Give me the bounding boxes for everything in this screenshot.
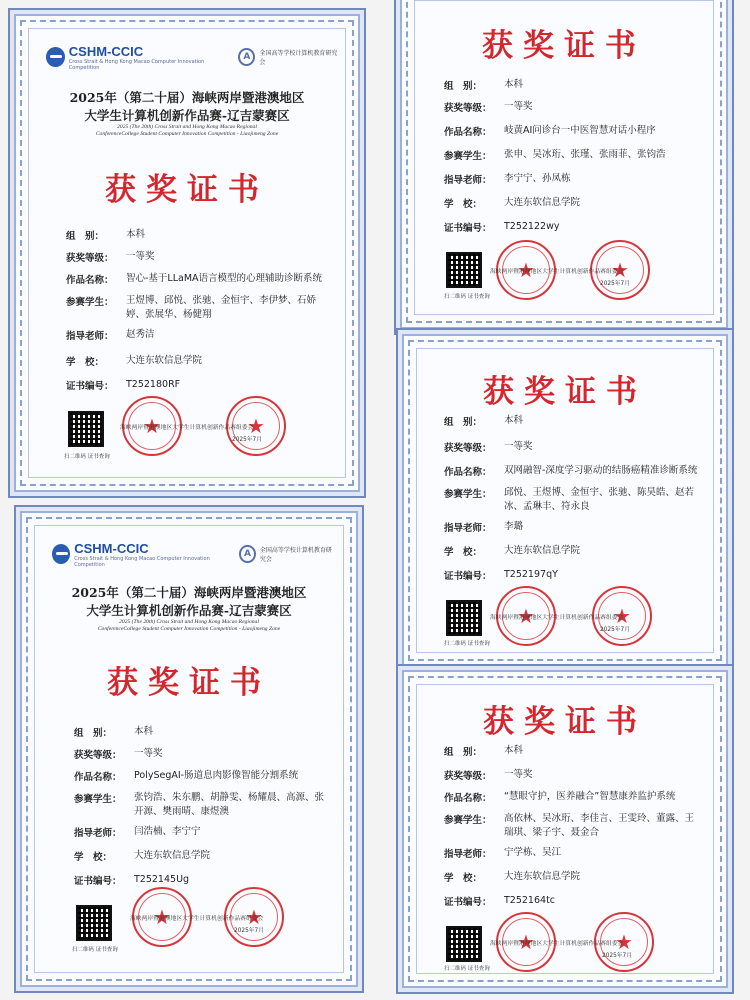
field-group bbox=[444, 78, 523, 92]
globe-icon bbox=[52, 544, 70, 564]
qr-caption: 扫二维码 证书查询 bbox=[444, 966, 490, 972]
field-label: 参赛学生： bbox=[74, 794, 122, 805]
cshm-logo: CSHM-CCIC Cross Strait & Hong Kong Macao Computer Innovation Competition bbox=[52, 541, 227, 568]
certificate-heading: 获奖证书 bbox=[483, 374, 647, 410]
field-label: 参赛学生： bbox=[66, 297, 114, 308]
qr-caption: 扫二维码 证书查询 bbox=[72, 947, 118, 953]
field-value: 本科 bbox=[504, 79, 524, 90]
field-advisor bbox=[444, 846, 561, 860]
qr-caption: 扫二维码 证书查询 bbox=[64, 454, 110, 460]
issue-date: 2025年7月 bbox=[234, 928, 265, 934]
field-group bbox=[444, 414, 523, 428]
qr-code[interactable] bbox=[446, 926, 482, 962]
field-value: 张申、吴冰珩、张瑾、张雨菲、张钧浩 bbox=[504, 149, 666, 160]
qr-code[interactable] bbox=[446, 600, 482, 636]
star-icon: ★ bbox=[613, 604, 631, 628]
field-label: 指导老师： bbox=[66, 331, 114, 342]
field-value: T252122wy bbox=[504, 221, 560, 232]
field-label: 组 别： bbox=[74, 728, 113, 739]
field-value: 本科 bbox=[504, 415, 524, 426]
field-label: 获奖等级： bbox=[74, 750, 122, 761]
association-logo: A 全国高等学校计算机教育研究会 bbox=[238, 48, 338, 66]
certificate-heading: 获奖证书 bbox=[482, 28, 646, 64]
field-label: 作品名称： bbox=[444, 127, 492, 138]
cshm-logo: CSHM-CCIC Cross Strait & Hong Kong Macao Computer Innovation Competition bbox=[46, 44, 226, 71]
field-value: T252197qY bbox=[504, 569, 558, 580]
field-value: 一等奖 bbox=[504, 101, 533, 112]
field-label: 组 别： bbox=[66, 231, 105, 242]
field-value: T252145Ug bbox=[134, 874, 190, 885]
field-value: 一等奖 bbox=[504, 441, 533, 452]
field-cert-no bbox=[66, 378, 180, 392]
field-cert-no bbox=[444, 568, 558, 582]
field-cert-no bbox=[444, 220, 559, 234]
field-label: 指导老师： bbox=[444, 849, 492, 860]
field-label: 证书编号： bbox=[444, 571, 492, 582]
star-icon: ★ bbox=[611, 258, 629, 282]
certificate-4 bbox=[14, 505, 364, 993]
field-label: 作品名称： bbox=[66, 275, 114, 286]
field-work bbox=[74, 769, 344, 783]
qr-code[interactable] bbox=[446, 252, 482, 288]
certificate-heading: 获奖证书 bbox=[483, 704, 647, 740]
certificate-body bbox=[424, 356, 706, 645]
field-members bbox=[444, 812, 724, 840]
star-icon: ★ bbox=[615, 930, 633, 954]
field-label: 学 校： bbox=[444, 873, 483, 884]
field-value: 宁学栋、吴江 bbox=[504, 847, 562, 858]
field-members bbox=[444, 486, 724, 514]
field-label: 学 校： bbox=[444, 547, 483, 558]
competition-title: 2025年（第二十届）海峡两岸暨港澳地区 大学生计算机创新作品赛-辽吉蒙赛区 2025 (The 20th) Cross Strait and Hong Kong Macao Regional ConferenceCollege Student Computer Innovation Competition - Liaojimeng Zone bbox=[71, 585, 307, 632]
certificate-heading: 获奖证书 bbox=[107, 665, 271, 701]
field-label: 组 别： bbox=[444, 81, 483, 92]
field-group bbox=[444, 744, 523, 758]
logo-bar bbox=[52, 539, 336, 569]
field-value: “慧眼守护，医养融合”智慧康养监护系统 bbox=[504, 791, 676, 802]
field-label: 指导老师： bbox=[444, 523, 492, 534]
star-icon: ★ bbox=[517, 604, 535, 628]
field-value: 智心-基于LLaMA语言模型的心理辅助诊断系统 bbox=[126, 273, 323, 284]
field-value: T252180RF bbox=[126, 379, 181, 390]
field-value: 双网融智-深度学习驱动的结肠癌精准诊断系统 bbox=[504, 465, 698, 476]
field-label: 参赛学生： bbox=[444, 815, 492, 826]
field-label: 作品名称： bbox=[74, 772, 122, 783]
field-advisor bbox=[444, 520, 523, 534]
field-value: 本科 bbox=[504, 745, 524, 756]
association-logo: A 全国高等学校计算机教育研究会 bbox=[239, 545, 336, 563]
field-advisor bbox=[444, 172, 571, 186]
field-members bbox=[66, 294, 336, 322]
field-school bbox=[74, 849, 210, 863]
field-value: T252164tc bbox=[504, 895, 556, 906]
field-school bbox=[444, 544, 580, 558]
field-members bbox=[444, 148, 714, 162]
star-icon: ★ bbox=[517, 930, 535, 954]
field-label: 证书编号： bbox=[74, 876, 122, 887]
field-value: 闫浩楠、李宁宁 bbox=[134, 826, 201, 837]
certificate-body bbox=[42, 533, 336, 965]
field-label: 获奖等级： bbox=[444, 771, 492, 782]
field-label: 参赛学生： bbox=[444, 489, 492, 500]
field-label: 指导老师： bbox=[444, 175, 492, 186]
field-label: 学 校： bbox=[74, 852, 113, 863]
field-advisor bbox=[74, 825, 201, 839]
field-value: 高依林、吴冰珩、李佳言、王雯玲、董露、王瑞琪、梁子宇、聂金合 bbox=[504, 813, 695, 838]
field-value: 一等奖 bbox=[504, 769, 533, 780]
field-members bbox=[74, 791, 344, 819]
certificate-3 bbox=[396, 328, 734, 673]
organizer: 海峡两岸暨港澳地区大学生计算机创新作品赛组委会 bbox=[120, 425, 254, 431]
field-label: 作品名称： bbox=[444, 793, 492, 804]
certificate-body bbox=[422, 8, 706, 307]
field-label: 证书编号： bbox=[444, 897, 492, 908]
field-group bbox=[66, 228, 145, 242]
organizer: 海峡两岸暨港澳地区大学生计算机创新作品赛组委会 bbox=[490, 941, 624, 947]
field-school bbox=[66, 354, 202, 368]
field-group bbox=[74, 725, 153, 739]
field-value: 大连东软信息学院 bbox=[504, 197, 581, 208]
field-label: 获奖等级： bbox=[66, 253, 114, 264]
field-level bbox=[444, 100, 533, 114]
field-level bbox=[444, 768, 533, 782]
field-value: 大连东软信息学院 bbox=[126, 355, 203, 366]
qr-code[interactable] bbox=[68, 411, 104, 447]
issue-date: 2025年7月 bbox=[600, 281, 631, 287]
logo-bar bbox=[46, 42, 338, 72]
field-value: 一等奖 bbox=[134, 748, 163, 759]
field-label: 证书编号： bbox=[444, 223, 492, 234]
field-school bbox=[444, 196, 580, 210]
field-cert-no bbox=[444, 894, 555, 908]
field-label: 参赛学生： bbox=[444, 151, 492, 162]
field-label: 指导老师： bbox=[74, 828, 122, 839]
field-label: 学 校： bbox=[444, 199, 483, 210]
field-cert-no bbox=[74, 873, 189, 887]
field-school bbox=[444, 870, 580, 884]
qr-caption: 扫二维码 证书查询 bbox=[444, 294, 490, 300]
field-label: 组 别： bbox=[444, 747, 483, 758]
field-value: 邱悦、王煜博、金恒宇、张驰、陈昊皓、赵若冰、孟琳丰、符永良 bbox=[504, 487, 695, 512]
field-value: 王煜博、邱悦、张驰、金恒宇、李伊梦、石娇婷、张展华、杨健翔 bbox=[126, 295, 317, 320]
field-work bbox=[66, 272, 336, 286]
issue-date: 2025年7月 bbox=[600, 627, 631, 633]
field-value: 李宁宁、孙凤栋 bbox=[504, 173, 571, 184]
field-value: 赵秀洁 bbox=[126, 329, 155, 340]
field-level bbox=[444, 440, 533, 454]
star-icon: ★ bbox=[143, 414, 161, 438]
competition-title: 2025年（第二十届）海峡两岸暨港澳地区 大学生计算机创新作品赛-辽吉蒙赛区 2025 (The 20th) Cross Strait and Hong Kong Macao Regional ConferenceCollege Student Computer Innovation Competition - Liaojimeng Zone bbox=[69, 90, 305, 137]
field-value: 大连东软信息学院 bbox=[504, 871, 581, 882]
issue-date: 2025年7月 bbox=[232, 437, 263, 443]
field-work bbox=[444, 464, 724, 478]
field-value: 大连东软信息学院 bbox=[504, 545, 581, 556]
certificate-5 bbox=[396, 664, 734, 994]
field-level bbox=[74, 747, 163, 761]
certificate-body bbox=[36, 36, 338, 470]
certificate-1 bbox=[8, 8, 366, 498]
field-advisor bbox=[66, 328, 155, 342]
field-label: 组 别： bbox=[444, 417, 483, 428]
field-value: 本科 bbox=[126, 229, 146, 240]
certificate-body bbox=[424, 692, 706, 972]
field-level bbox=[66, 250, 155, 264]
organizer: 海峡两岸暨港澳地区大学生计算机创新作品赛组委会 bbox=[130, 916, 264, 922]
field-value: 张钧浩、朱东鹏、胡静雯、杨耀晨、高源、张开源、樊雨晴、康煜澳 bbox=[134, 792, 325, 817]
association-icon: A bbox=[239, 545, 256, 563]
star-icon: ★ bbox=[245, 905, 263, 929]
field-value: 一等奖 bbox=[126, 251, 155, 262]
field-value: 大连东软信息学院 bbox=[134, 850, 211, 861]
field-label: 学 校： bbox=[66, 357, 105, 368]
certificate-2 bbox=[394, 0, 734, 335]
certificate-heading: 获奖证书 bbox=[105, 172, 269, 208]
issue-date: 2025年7月 bbox=[602, 953, 633, 959]
field-value: 本科 bbox=[134, 726, 154, 737]
association-icon: A bbox=[238, 48, 255, 66]
qr-code[interactable] bbox=[76, 905, 112, 941]
star-icon: ★ bbox=[517, 258, 535, 282]
star-icon: ★ bbox=[153, 905, 171, 929]
field-value: 李璐 bbox=[504, 521, 524, 532]
field-work bbox=[444, 124, 714, 138]
field-label: 获奖等级： bbox=[444, 443, 492, 454]
field-label: 获奖等级： bbox=[444, 103, 492, 114]
qr-caption: 扫二维码 证书查询 bbox=[444, 641, 490, 647]
globe-icon bbox=[46, 47, 65, 67]
field-label: 证书编号： bbox=[66, 381, 114, 392]
organizer: 海峡两岸暨港澳地区大学生计算机创新作品赛组委会 bbox=[490, 615, 624, 621]
star-icon: ★ bbox=[247, 414, 265, 438]
organizer: 海峡两岸暨港澳地区大学生计算机创新作品赛组委会 bbox=[490, 269, 624, 275]
field-work bbox=[444, 790, 724, 804]
field-label: 作品名称： bbox=[444, 467, 492, 478]
field-value: PolySegAI-肠道息肉影像智能分割系统 bbox=[134, 770, 299, 781]
field-value: 岐黄AI问诊台一中医智慧对话小程序 bbox=[504, 125, 656, 136]
